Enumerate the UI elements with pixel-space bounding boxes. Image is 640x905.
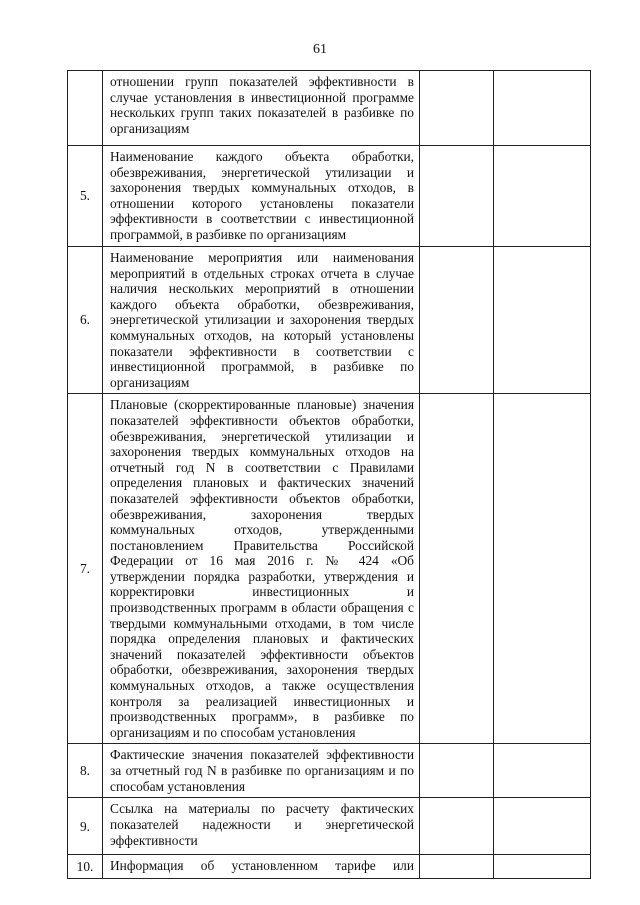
row-description: Плановые (скорректированные плановые) значения показателей эффективности объектов обработки, обезвреживания, энергетической утилизации и захоронения твердых коммунальных отходов на отчетный год N в соответствии с Правилами определения плановых и фактических значений показателей эффективности объектов обработки, обезвреживания, захоронения твердых коммунальных отходов, утвержденными постановлением Правительства Российской Федерации от 16 мая 2016 г. № 424 «Об утверждении порядка разработки, утверждения и корректировки инвестиционных и производственных программ в области обращения с твердыми коммунальными отходами, в том числе порядка определения плановых и фактических значений показателей эффективности объектов обработки, обезвреживания, захоронения твердых коммунальных отходов, а также осуществления контроля за реализацией инвестиционных и производственных программ», в разбивке по организациям и по способам установления [103, 394, 420, 744]
row-number: 6. [68, 247, 103, 394]
table-row [68, 744, 591, 798]
row-value-cell [494, 71, 591, 146]
row-number: 8. [68, 744, 103, 798]
table-row [68, 855, 591, 879]
report-table [67, 70, 591, 879]
row-description: Ссылка на материалы по расчету фактических показателей надежности и энергетической эффективности [103, 798, 420, 855]
table-row [68, 146, 591, 247]
row-description: Информация об установленном тарифе или [103, 855, 420, 879]
row-value-cell [494, 798, 591, 855]
row-number: 5. [68, 146, 103, 247]
row-value-cell [420, 744, 494, 798]
row-value-cell [494, 394, 591, 744]
row-description: Наименование каждого объекта обработки, обезвреживания, энергетической утилизации и захоронения твердых коммунальных отходов, в отношении которого установлены показатели эффективности в соответствии с инвестиционной программой, в разбивке по организациям [103, 146, 420, 247]
row-value-cell [420, 798, 494, 855]
row-number: 7. [68, 394, 103, 744]
table-row [68, 71, 591, 146]
table-row [68, 798, 591, 855]
row-value-cell [420, 855, 494, 879]
row-value-cell [494, 146, 591, 247]
row-value-cell [420, 71, 494, 146]
row-value-cell [494, 855, 591, 879]
row-value-cell [494, 744, 591, 798]
row-value-cell [494, 247, 591, 394]
row-number: 10. [68, 855, 103, 879]
row-value-cell [420, 394, 494, 744]
row-value-cell [420, 247, 494, 394]
table-row [68, 247, 591, 394]
row-number: 9. [68, 798, 103, 855]
row-description: Фактические значения показателей эффективности за отчетный год N в разбивке по организациям и по способам установления [103, 744, 420, 798]
row-value-cell [420, 146, 494, 247]
row-description: отношении групп показателей эффективности в случае установления в инвестиционной программе нескольких групп таких показателей в разбивке по организациям [103, 71, 420, 146]
row-number [68, 71, 103, 146]
row-description: Наименование мероприятия или наименования мероприятий в отдельных строках отчета в случае наличия нескольких мероприятий в отношении каждого объекта обработки, обезвреживания, энергетической утилизации и захоронения твердых коммунальных отходов, на который установлены показатели эффективности в соответствии с инвестиционной программой, в разбивке по организациям [103, 247, 420, 394]
table-row [68, 394, 591, 744]
page-number: 61 [313, 42, 327, 57]
